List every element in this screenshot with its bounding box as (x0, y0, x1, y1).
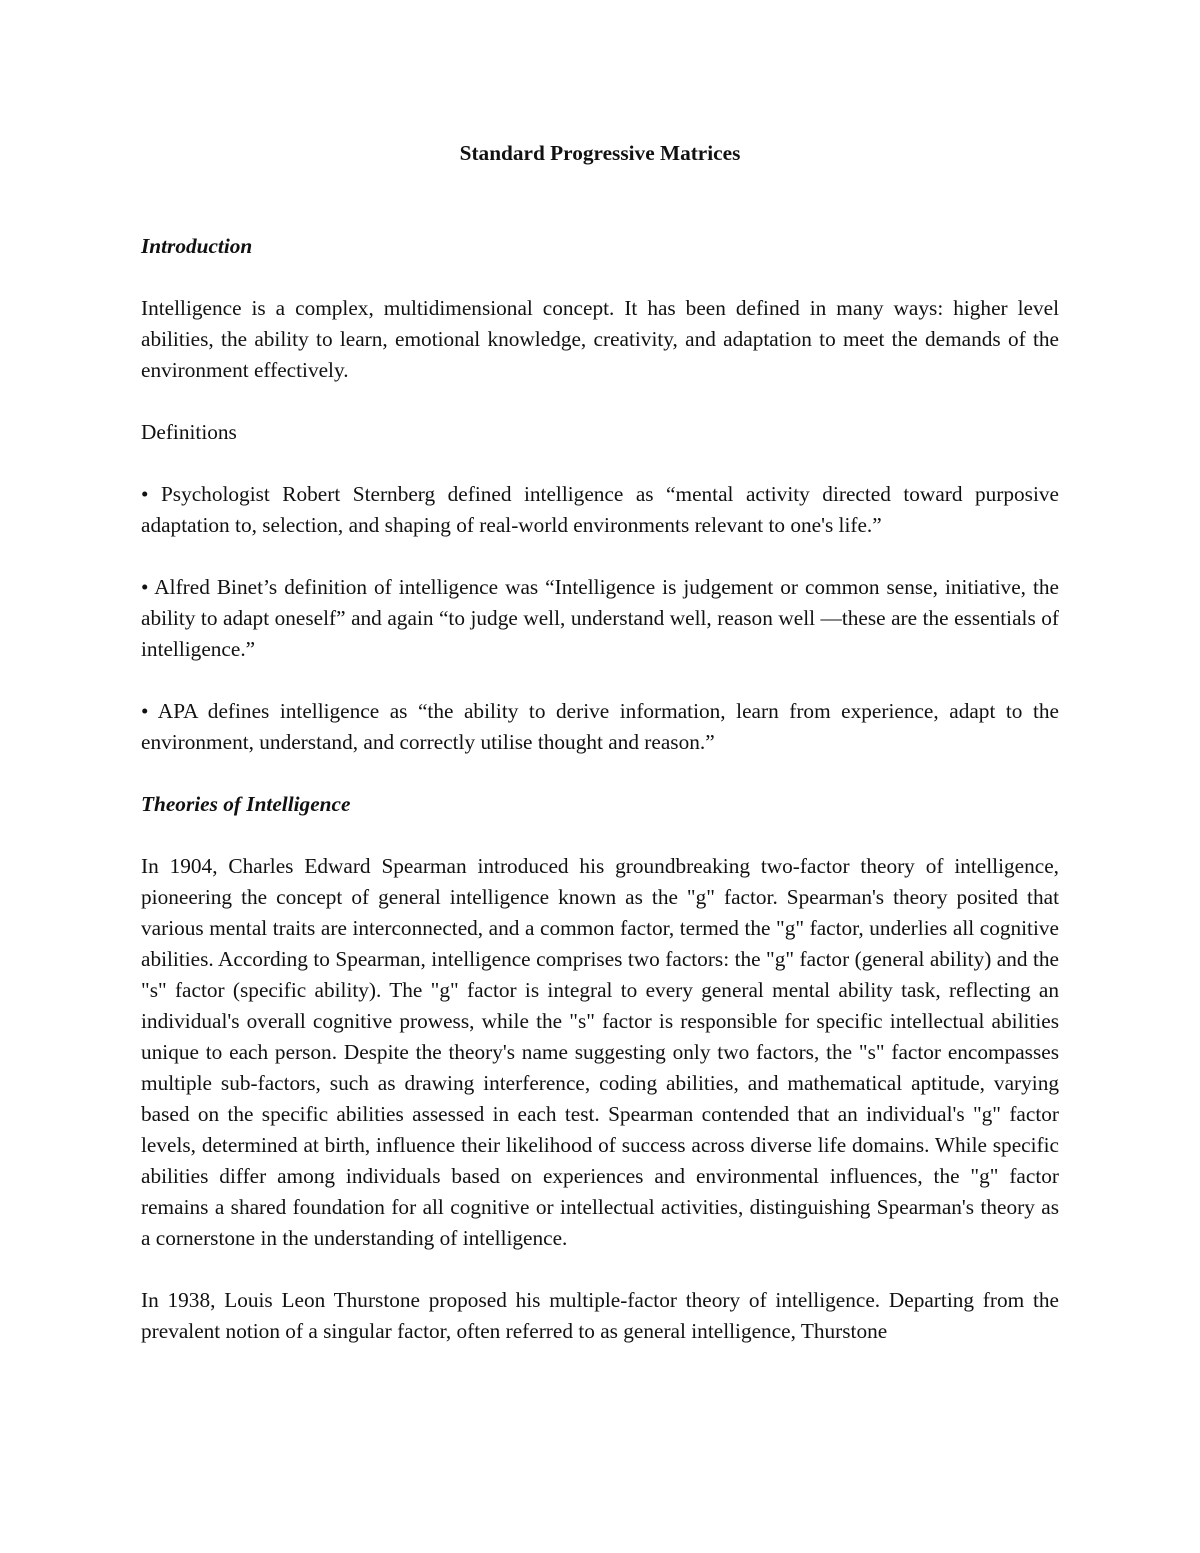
introduction-paragraph: Intelligence is a complex, multidimensional concept. It has been defined in many ways: higher level abilities, the ability to learn, emotional knowledge, creativity, and adaptation to meet the demands of the environment effectively. (141, 296, 1059, 382)
definition-item-apa: • APA defines intelligence as “the ability to derive information, learn from experience, adapt to the environment, understand, and correctly utilise thought and reason.” (141, 699, 1059, 754)
definition-item-sternberg: • Psychologist Robert Sternberg defined intelligence as “mental activity directed toward purposive adaptation to, selection, and shaping of real-world environments relevant to one's life.” (141, 482, 1059, 537)
theories-paragraph-thurstone: In 1938, Louis Leon Thurstone proposed his multiple-factor theory of intelligence. Departing from the prevalent notion of a singular factor, often referred to as general intelligence, Thurstone (141, 1288, 1059, 1343)
document-content (141, 138, 1059, 1378)
introduction-heading: Introduction (141, 234, 253, 258)
document-title: Standard Progressive Matrices (459, 141, 741, 165)
definition-item-binet: • Alfred Binet’s definition of intelligence was “Intelligence is judgement or common sense, initiative, the ability to adapt oneself” and again “to judge well, understand well, reason well —these are the essentials of intelligence.” (141, 575, 1059, 661)
definitions-label: Definitions (141, 420, 237, 444)
theories-paragraph-spearman: In 1904, Charles Edward Spearman introduced his groundbreaking two-factor theory of intelligence, pioneering the concept of general intelligence known as the "g" factor. Spearman's theory posited that various mental traits are interconnected, and a common factor, termed the "g" factor, underlies all cognitive abilities. According to Spearman, intelligence comprises two factors: the "g" factor (general ability) and the "s" factor (specific ability). The "g" factor is integral to every general mental ability task, reflecting an individual's overall cognitive prowess, while the "s" factor is responsible for specific intellectual abilities unique to each person. Despite the theory's name suggesting only two factors, the "s" factor encompasses multiple sub-factors, such as drawing interference, coding abilities, and mathematical aptitude, varying based on the specific abilities assessed in each test. Spearman contended that an individual's "g" factor levels, determined at birth, influence their likelihood of success across diverse life domains. While specific abilities differ among individuals based on experiences and environmental influences, the "g" factor remains a shared foundation for all cognitive or intellectual activities, distinguishing Spearman's theory as a cornerstone in the understanding of intelligence. (141, 854, 1059, 1250)
theories-heading: Theories of Intelligence (141, 792, 351, 816)
